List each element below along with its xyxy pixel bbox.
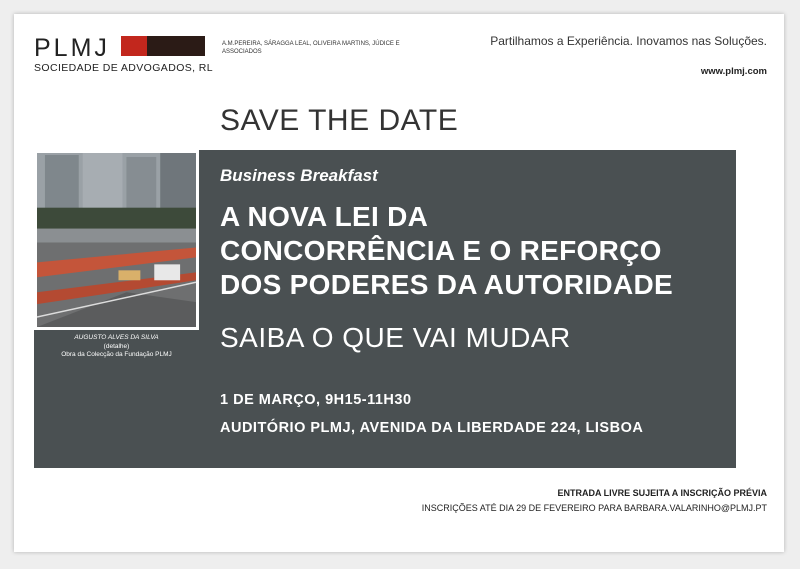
save-the-date-title: SAVE THE DATE bbox=[220, 104, 459, 137]
artwork-photo bbox=[34, 150, 199, 330]
logo-wordmark: PLMJ bbox=[34, 34, 110, 62]
event-venue: AUDITÓRIO PLMJ, AVENIDA DA LIBERDADE 224, LISBOA bbox=[220, 420, 644, 436]
website-link[interactable]: www.plmj.com bbox=[700, 66, 767, 77]
event-subheadline: SAIBA O QUE VAI MUDAR bbox=[220, 322, 571, 353]
headline-line-3: DOS PODERES DA AUTORIDADE bbox=[220, 269, 673, 300]
registration-info[interactable]: INSCRIÇÕES ATÉ DIA 29 DE FEVEREIRO PARA BARBARA.VALARINHO@PLMJ.PT bbox=[421, 503, 767, 513]
tagline: Partilhamos a Experiência. Inovamos nas Soluções. bbox=[490, 34, 767, 48]
artwork-collection: Obra da Colecção da Fundação PLMJ bbox=[61, 351, 172, 358]
artwork-artist: AUGUSTO ALVES DA SILVA bbox=[74, 334, 159, 341]
partners-list: A.M.PEREIRA, SÁRAGGA LEAL, OLIVEIRA MARTINS, JÚDICE E ASSOCIADOS bbox=[222, 41, 400, 55]
logo-dark-block bbox=[147, 36, 205, 56]
artwork-caption bbox=[34, 334, 199, 360]
headline-line-2: CONCORRÊNCIA E O REFORÇO bbox=[220, 235, 662, 266]
headline-line-1: A NOVA LEI DA bbox=[220, 201, 429, 232]
entry-note: ENTRADA LIVRE SUJEITA A INSCRIÇÃO PRÉVIA bbox=[557, 488, 767, 498]
artwork-detail: (detalhe) bbox=[103, 342, 130, 350]
logo-subtitle: SOCIEDADE DE ADVOGADOS, RL bbox=[34, 62, 214, 74]
event-headline bbox=[220, 200, 730, 302]
event-date-time: 1 DE MARÇO, 9H15-11H30 bbox=[220, 392, 412, 408]
event-type: Business Breakfast bbox=[220, 166, 378, 185]
logo-red-block bbox=[121, 36, 147, 56]
